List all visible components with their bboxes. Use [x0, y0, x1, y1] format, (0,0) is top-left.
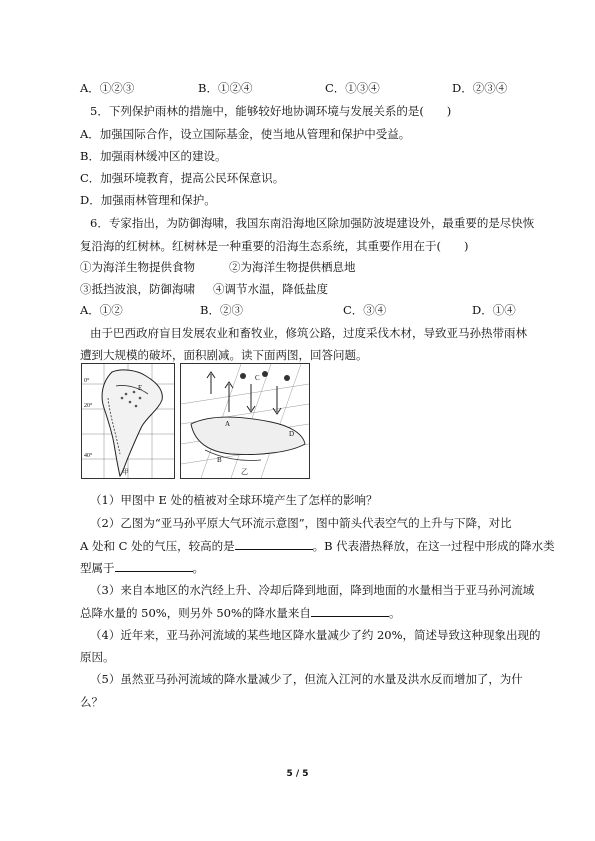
- q5-option-c: C．加强环境教育，提高公民环保意识。: [80, 171, 285, 185]
- yi-mark-d: D: [289, 430, 295, 438]
- q6-option-c: C．③④: [343, 303, 387, 317]
- subq-3-line2-b: 。: [388, 606, 401, 620]
- q6-item-4: ④调节水温，降低盐度: [213, 282, 328, 296]
- subq-2-line3: [80, 560, 204, 575]
- q5-option-a: A．加强国际合作，设立国际基金，使当地从管理和保护中受益。: [80, 127, 411, 141]
- subq-4-line1: （4）近年来，亚马孙河流域的某些地区降水量减少了约 20%，简述导致这种现象出现的: [90, 628, 541, 642]
- answer-blank-3[interactable]: [311, 605, 389, 617]
- yi-mark-c: C: [255, 374, 260, 382]
- q6-stem-line2: 复沿海的红树林。红树林是一种重要的沿海生态系统，其重要作用在于( ): [80, 239, 469, 253]
- page-number: 5 / 5: [286, 769, 309, 779]
- q6-item-1: ①为海洋生物提供食物: [80, 260, 195, 274]
- q5-option-b: B．加强雨林缓冲区的建设。: [80, 149, 227, 163]
- jia-lat-0: 0°: [84, 378, 90, 384]
- subq-1: （1）甲图中 E 处的植被对全球环境产生了怎样的影响？: [90, 493, 378, 507]
- q5-stem: 5．下列保护雨林的措施中，能够较好地协调环境与发展关系的是( ): [90, 104, 452, 118]
- figure-jia-map: [81, 363, 175, 479]
- q6-option-a: A．①②: [80, 303, 123, 317]
- jia-caption: 甲: [122, 468, 129, 476]
- subq-2-line3-a: 型属于: [80, 561, 115, 575]
- q4-option-c: C．①③④: [325, 81, 380, 95]
- subq-3-line2-a: 总降水量的 50%，则另外 50%的降水量来自: [80, 606, 311, 620]
- q6-item-2: ②为海洋生物提供栖息地: [229, 260, 356, 274]
- yi-caption: 乙: [241, 468, 248, 476]
- subq-5-line1: （5）虽然亚马孙河流域的降水量减少了，但流入江河的水量及洪水反而增加了，为什: [90, 672, 523, 686]
- subq-2-line2-b: 。B 代表潜热释放，在这一过程中形成的降水类: [312, 539, 555, 553]
- subq-3-line1: （3）来自本地区的水汽经上升、冷却后降到地面，降到地面的水量相当于亚马孙河流域: [90, 583, 535, 597]
- q6-item-3: ③抵挡波浪，防御海啸: [80, 282, 195, 296]
- answer-blank-2a[interactable]: [235, 538, 313, 550]
- q4-option-b: B．①②④: [198, 81, 253, 95]
- q4-option-d: D．②③④: [452, 81, 508, 95]
- yi-mark-a: A: [225, 420, 231, 428]
- subq-4-line2: 原因。: [80, 650, 115, 664]
- q6-stem-line1: 6．专家指出，为防御海啸，我国东南沿海地区除加强防波堤建设外，最重要的是尽快恢: [90, 216, 535, 230]
- subq-2-line3-b: 。: [192, 561, 204, 575]
- subq-2-line2: [80, 538, 555, 553]
- q5-option-d: D．加强雨林管理和保护。: [80, 193, 216, 207]
- jia-lat-20: 20°: [84, 403, 93, 409]
- passage-line2: 遭到大规模的破坏，面积剧减。读下面两图，回答问题。: [80, 348, 368, 362]
- subq-2-line2-a: A 处和 C 处的气压，较高的是: [80, 539, 235, 553]
- yi-mark-b: B: [217, 456, 222, 464]
- subq-2-line1: （2）乙图为“亚马孙平原大气环流示意图”，图中箭头代表空气的上升与下降，对比: [90, 516, 512, 530]
- answer-blank-2b[interactable]: [115, 560, 193, 572]
- passage-line1: 由于巴西政府盲目发展农业和畜牧业，修筑公路，过度采伐木材，导致亚马孙热带雨林: [90, 326, 527, 340]
- subq-5-line2: 么？: [80, 695, 103, 709]
- q4-option-a: A．①②③: [80, 81, 135, 95]
- q6-option-d: D．①④: [472, 303, 516, 317]
- subq-3-line2: [80, 605, 400, 620]
- figure-yi-diagram: [180, 363, 310, 479]
- q6-option-b: B．②③: [200, 303, 243, 317]
- jia-lat-40: 40°: [84, 453, 93, 459]
- jia-mark-e: E: [138, 384, 143, 392]
